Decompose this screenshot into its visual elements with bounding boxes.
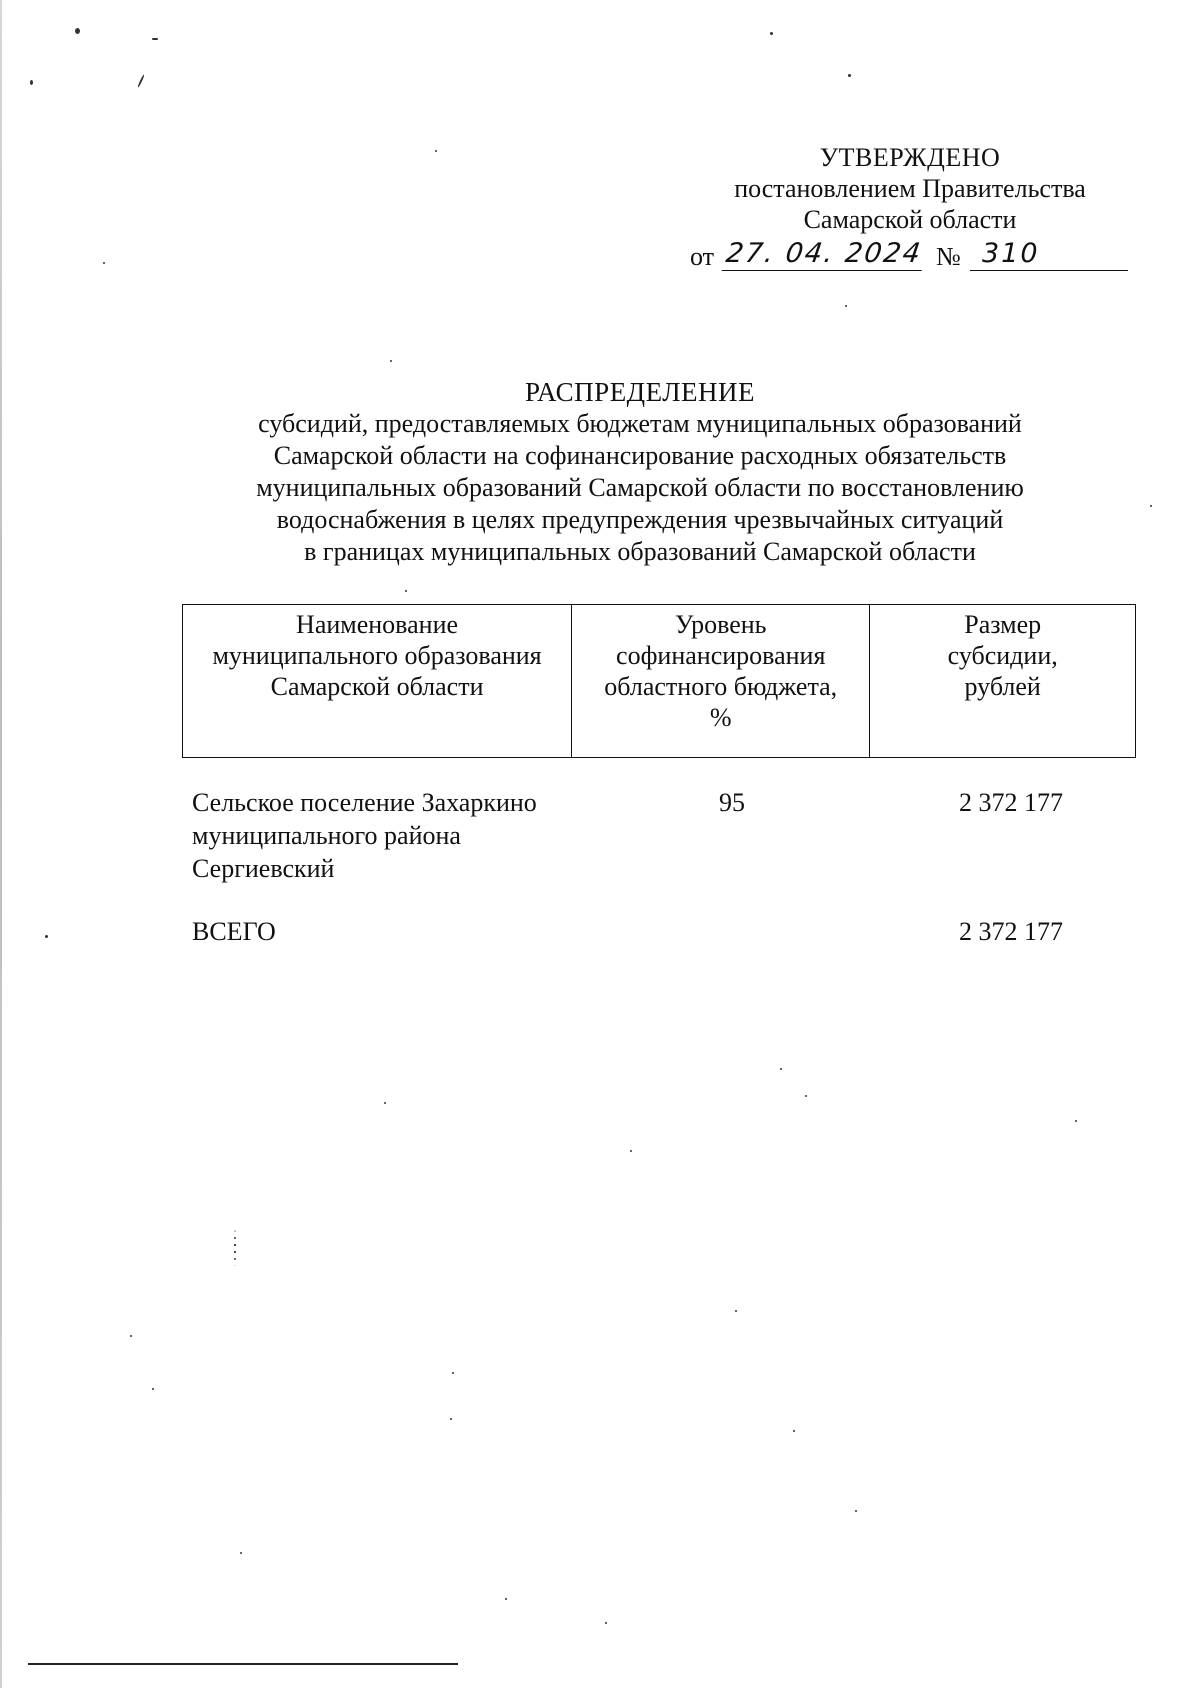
scan-speck bbox=[384, 1102, 386, 1104]
approval-block bbox=[690, 142, 1130, 235]
header-text: Уровень bbox=[674, 610, 767, 639]
header-text: Наименование bbox=[296, 610, 459, 639]
bottom-rule bbox=[28, 1663, 458, 1665]
scan-speck bbox=[452, 1372, 454, 1374]
scan-speck bbox=[848, 74, 851, 77]
header-text: рублей bbox=[964, 672, 1041, 701]
scan-speck bbox=[30, 80, 33, 85]
header-text: областного бюджета, bbox=[604, 672, 838, 701]
scan-speck bbox=[240, 1552, 242, 1554]
scan-speck bbox=[805, 1095, 807, 1097]
total-label: ВСЕГО bbox=[192, 917, 276, 946]
document-heading: РАСПРЕДЕЛЕНИЕ bbox=[524, 377, 756, 407]
scan-speck bbox=[450, 1418, 452, 1420]
distribution-table-header bbox=[182, 604, 1136, 758]
municipality-name-line: Сергиевский bbox=[192, 854, 335, 883]
scan-speck bbox=[75, 28, 80, 34]
total-row bbox=[182, 915, 1136, 948]
cofinancing-level-value: 95 bbox=[719, 788, 745, 817]
scan-edge bbox=[0, 0, 2, 1688]
scan-speck bbox=[152, 1388, 154, 1390]
scan-speck bbox=[780, 1068, 782, 1070]
handwritten-number: 310 bbox=[970, 238, 1128, 271]
header-text: софинансирования bbox=[616, 641, 826, 670]
scan-speck bbox=[770, 32, 773, 35]
scan-speck bbox=[152, 38, 158, 40]
header-text: субсидии, bbox=[947, 641, 1058, 670]
handwritten-date: 27. 04. 2024 bbox=[722, 238, 927, 271]
total-amount: 2 372 177 bbox=[959, 917, 1063, 946]
approval-date-line bbox=[690, 238, 1130, 274]
scan-speck bbox=[505, 1598, 507, 1600]
number-sign: № bbox=[936, 242, 961, 271]
scan-speck bbox=[1150, 505, 1152, 507]
table-row bbox=[182, 786, 1136, 885]
municipality-name-line: Сельское поселение Захаркино bbox=[192, 788, 537, 817]
subtitle-line: в границах муниципальных образований Самарской области bbox=[304, 537, 976, 566]
header-text: Самарской области bbox=[270, 672, 484, 701]
subtitle-line: водоснабжения в целях предупреждения чрезвычайных ситуаций bbox=[276, 505, 1004, 534]
distribution-table-body bbox=[182, 786, 1136, 948]
scan-speck bbox=[435, 150, 437, 152]
subtitle-line: субсидий, предоставляемых бюджетам муниципальных образований bbox=[258, 409, 1022, 438]
municipality-name-line: муниципального района bbox=[192, 821, 461, 850]
subtitle-line: Самарской области на софинансирование расходных обязательств bbox=[273, 441, 1007, 470]
header-municipality bbox=[183, 605, 572, 758]
scan-speck bbox=[45, 935, 48, 938]
scan-speck bbox=[605, 1622, 607, 1624]
scan-speck bbox=[405, 590, 407, 592]
scan-speck bbox=[130, 1335, 132, 1337]
date-prefix: от bbox=[690, 242, 715, 271]
document-title-block bbox=[200, 376, 1080, 568]
scan-speck bbox=[855, 1510, 857, 1512]
header-text: Размер bbox=[964, 610, 1042, 639]
scan-speck bbox=[735, 1310, 737, 1312]
scan-speck bbox=[234, 1230, 236, 1266]
scan-speck bbox=[137, 74, 145, 88]
scan-speck bbox=[103, 262, 105, 264]
scan-speck bbox=[793, 1430, 795, 1432]
scan-speck bbox=[1075, 1120, 1077, 1122]
subtitle-line: муниципальных образований Самарской области по восстановлению bbox=[256, 473, 1024, 502]
header-cofinancing-level bbox=[572, 605, 870, 758]
subsidy-amount-value: 2 372 177 bbox=[959, 788, 1063, 817]
scan-speck bbox=[845, 305, 847, 307]
municipality-name bbox=[182, 786, 582, 885]
approval-title: УТВЕРЖДЕНО bbox=[819, 143, 1001, 172]
header-text: муниципального образования bbox=[212, 641, 542, 670]
header-text: % bbox=[709, 703, 732, 732]
scan-speck bbox=[630, 1150, 632, 1152]
header-subsidy-amount bbox=[870, 605, 1136, 758]
approval-line-1: постановлением Правительства bbox=[734, 174, 1086, 203]
scan-speck bbox=[390, 360, 392, 362]
approval-line-2: Самарской области bbox=[803, 205, 1017, 234]
